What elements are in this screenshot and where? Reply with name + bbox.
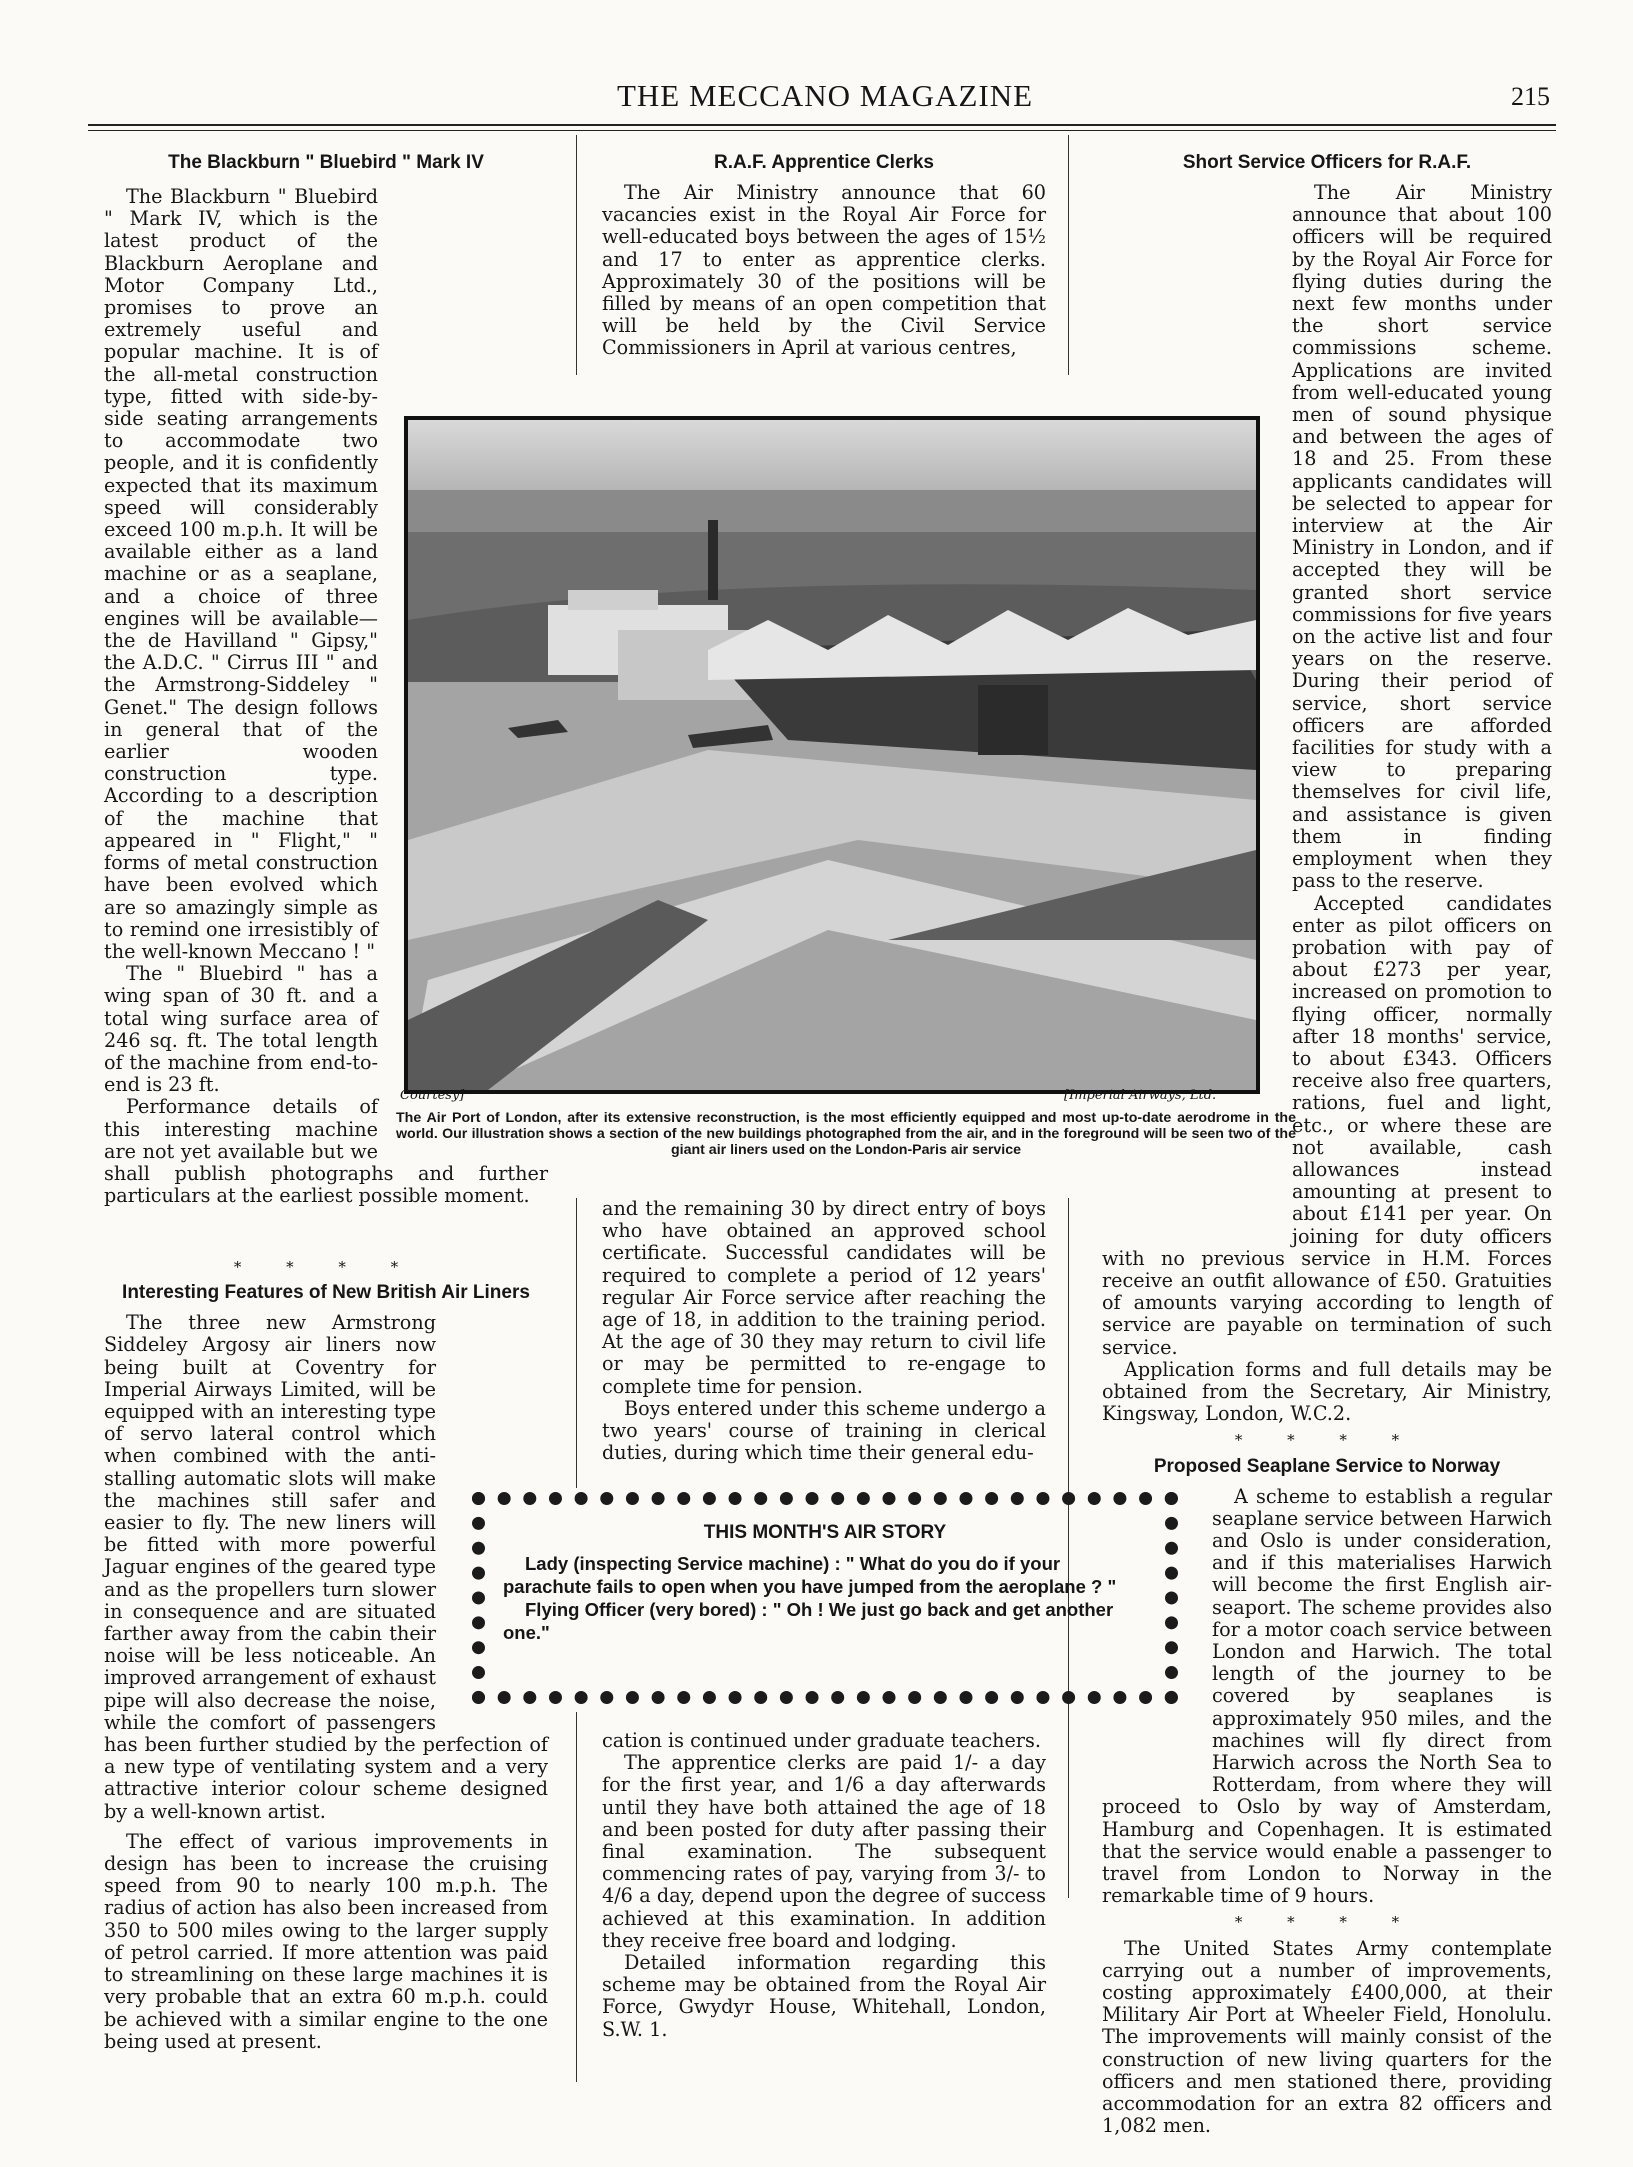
- us-army-paragraph: The United States Army contemplate carrying out a number of improvements, costing approximately £400,000, at their Military Air Port at Wheeler Field, Honolulu. The improvements will mainly consist of the construction of new living quarters for the officers and men stationed there, providing accommodation for an extra 82 officers and 1,082 men.: [1102, 1936, 1552, 2138]
- section-separator: * * * *: [233, 1258, 419, 1276]
- seaplane-paragraph: A scheme to establish a regular seaplane service between Harwich and Oslo is under consideration, and if this materialises Harwich will become the first English air-seaport. The scheme provides also for a motor coach service between London and Harwich. The total length of the journey to be covered by seaplanes is approximately 950 miles, and the machines will fly direct from Harwich across the North Sea to Rotterdam, from where they will proceed to Oslo by way of Amsterdam, Hamburg and Copenhagen. It is estimated that the service would enable a passenger to travel from London to Norway in the remarkable time of 9 hours.: [1102, 1484, 1552, 1908]
- short-service-heading: Short Service Officers for R.A.F.: [1182, 152, 1472, 173]
- short-service-paragraph: Application forms and full details may be obtained from the Secretary, Air Ministry, Kingsway, London, W.C.2.: [1102, 1357, 1552, 1426]
- section-separator: * * * *: [1234, 1431, 1420, 1450]
- page-number: 215: [1511, 82, 1550, 111]
- air-story-line: Lady (inspecting Service machine) : " What do you do if your parachute fails to open when you have jumped from the aeroplane ? ": [503, 1553, 1117, 1597]
- short-service-paragraph: The Air Ministry announce that about 100 officers will be required by the Royal Air Force for flying duties during the next few months under the short service commissions scheme. Applications are invited from well-educated young men of sound physique and between the ages of 18 and 25. From these applicants candidates will be selected to appear for interview at the Air Ministry in London, and if accepted they will be granted short service commissions for five years on the active list and four years on the reserve. During their period of service, short service officers are afforded facilities for study with a view to preparing themselves for civil life, and assistance is given them in finding employment when they pass to the reserve.: [1292, 181, 1552, 893]
- photo-credit-right: [Imperial Airways, Ltd.: [1064, 1088, 1217, 1103]
- airliners-paragraph: The effect of various improvements in design has been to increase the cruising speed from 90 to nearly 100 m.p.h. The radius of action has also been increased from 350 to 500 miles owing to the larger supply of petrol carried. If more attention was paid to streamlining on these large machines it is very probable that an extra 60 m.p.h. could be achieved with a similar engine to the one being used at present.: [104, 1829, 548, 2053]
- column-divider: [576, 135, 577, 375]
- clerks-paragraph: The apprentice clerks are paid 1/- a day for the first year, and 1/6 a day afterwards until they have both attained the age of 18 and been posted for duty after passing their final examination. The subsequent commencing rates of pay, varying from 3/- to 4/6 a day, depend upon the degree of success achieved at this examination. In addition they receive free board and lodging.: [602, 1751, 1046, 1952]
- clerks-article-continued: [602, 1198, 1046, 1464]
- clerks-paragraph: and the remaining 30 by direct entry of boys who have obtained an approved school certificate. Successful candidates will be required to complete a period of 12 years' regular Air Force service after reaching the age of 18, in addition to the training period. At the age of 30 they may return to civil life or may be permitted to re-engage to complete time for pension.: [602, 1197, 1046, 1398]
- clerks-paragraph: The Air Ministry announce that 60 vacancies exist in the Royal Air Force for well-educated boys between the ages of 15½ and 17 to enter as apprentice clerks. Approximately 30 of the positions will be filled by means of an open competition that will be held by the Civil Service Commissioners in April at various centres,: [602, 181, 1046, 360]
- photo-caption: The Air Port of London, after its extensive reconstruction, is the most efficiently equipped and most up-to-date aerodrome in the world. Our illustration shows a section of the new buildings photographed from the air, and in the foreground will be seen two of the giant air liners used on the London-Paris air service: [396, 1110, 1296, 1159]
- column-divider: [1068, 135, 1069, 375]
- clerks-paragraph: Boys entered under this scheme undergo a two years' course of training in clerical duties, during which time their general edu-: [602, 1396, 1046, 1465]
- air-story-title: THIS MONTH'S AIR STORY: [703, 1522, 947, 1543]
- bluebird-heading: The Blackburn " Bluebird " Mark IV: [168, 152, 484, 173]
- header-rule-bottom: [88, 130, 1556, 131]
- clerks-article: [602, 150, 1046, 360]
- airliners-paragraph: The three new Armstrong Siddeley Argosy air liners now being built at Coventry for Imperial Airways Limited, will be equipped with an interesting type of servo lateral control which when combined with the anti-stalling automatic slots will make the machines still safer and easier to fly. The new liners will be fitted with more powerful Jaguar engines of the geared type and as the propellers turn slower in consequence and are situated farther away from the cabin their noise will be less noticeable. An improved arrangement of exhaust pipe will also decrease the noise, while the comfort of passengers has been further studied by the perfection of a new type of ventilating system and a very attractive interior colour scheme designed by a well-known artist.: [104, 1311, 548, 1823]
- air-story-line: Flying Officer (very bored) : " Oh ! We just go back and get another one.": [503, 1599, 1114, 1643]
- column-divider: [576, 1198, 577, 1488]
- airliners-heading: Interesting Features of New British Air Liners: [122, 1282, 530, 1304]
- air-story-box: [472, 1492, 1178, 1704]
- section-separator: * * * *: [1234, 1913, 1420, 1932]
- bluebird-paragraph: The Blackburn " Bluebird " Mark IV, which is the latest product of the Blackburn Aeroplane and Motor Company Ltd., promises to prove an extremely useful and popular machine. It is of the all-metal construction type, fitted with side-by-side seating arrangements to accommodate two people, and it is confidently expected that its maximum speed will considerably exceed 100 m.p.h. It will be available either as a land machine or as a seaplane, and a choice of three engines will be available—the de Havilland " Gipsy," the A.D.C. " Cirrus III " and the Armstrong-Siddeley " Genet." The design follows in general that of the earlier wooden construction type. According to a description of the machine that appeared in " Flight," " forms of metal construction have been evolved which are so amazingly simple as to remind one irresistibly of the well-known Meccano ! ": [104, 185, 378, 963]
- photo-credit-left: Courtesy]: [400, 1088, 465, 1103]
- bluebird-top: [104, 150, 548, 182]
- aerodrome-illustration: [408, 420, 1256, 1090]
- short-service-paragraph: Accepted candidates enter as pilot officers on probation with pay of about £273 per year, increased on promotion to flying officer, normally after 18 months' service, to about £343. Officers receive also free quarters, rations, fuel and light, etc., or where these are not available, cash allowances instead amounting at present to about £141 per year. On joining for duty officers with no previous service in H.M. Forces receive an outfit allowance of £50. Gratuities of amounts varying according to length of service are payable on termination of such service.: [1102, 891, 1552, 1359]
- clerks-paragraph: cation is continued under graduate teachers.: [602, 1729, 1041, 1752]
- clerks-paragraph: Detailed information regarding this scheme may be obtained from the Royal Air Force, Gwydyr House, Whitehall, London, S.W. 1.: [602, 1951, 1046, 2041]
- clerks-heading: R.A.F. Apprentice Clerks: [714, 152, 934, 173]
- seaplane-heading: Proposed Seaplane Service to Norway: [1153, 1455, 1501, 1477]
- masthead: [100, 78, 1550, 118]
- header-rule-top: [88, 124, 1556, 126]
- bluebird-paragraph: Performance details of this interesting machine are not yet available but we shall publish photographs and further particulars at the earliest possible moment.: [104, 1095, 548, 1208]
- bluebird-paragraph: The " Bluebird " has a wing span of 30 ft. and a total wing surface area of 246 sq. ft. The total length of the machine from end-to-end is 23 ft.: [104, 962, 378, 1097]
- air-story-content: [503, 1521, 1147, 1644]
- aerodrome-photo: [404, 416, 1260, 1094]
- column-divider: [576, 1712, 577, 2082]
- clerks-article-end: [602, 1730, 1046, 2041]
- magazine-title: THE MECCANO MAGAZINE: [616, 78, 1034, 113]
